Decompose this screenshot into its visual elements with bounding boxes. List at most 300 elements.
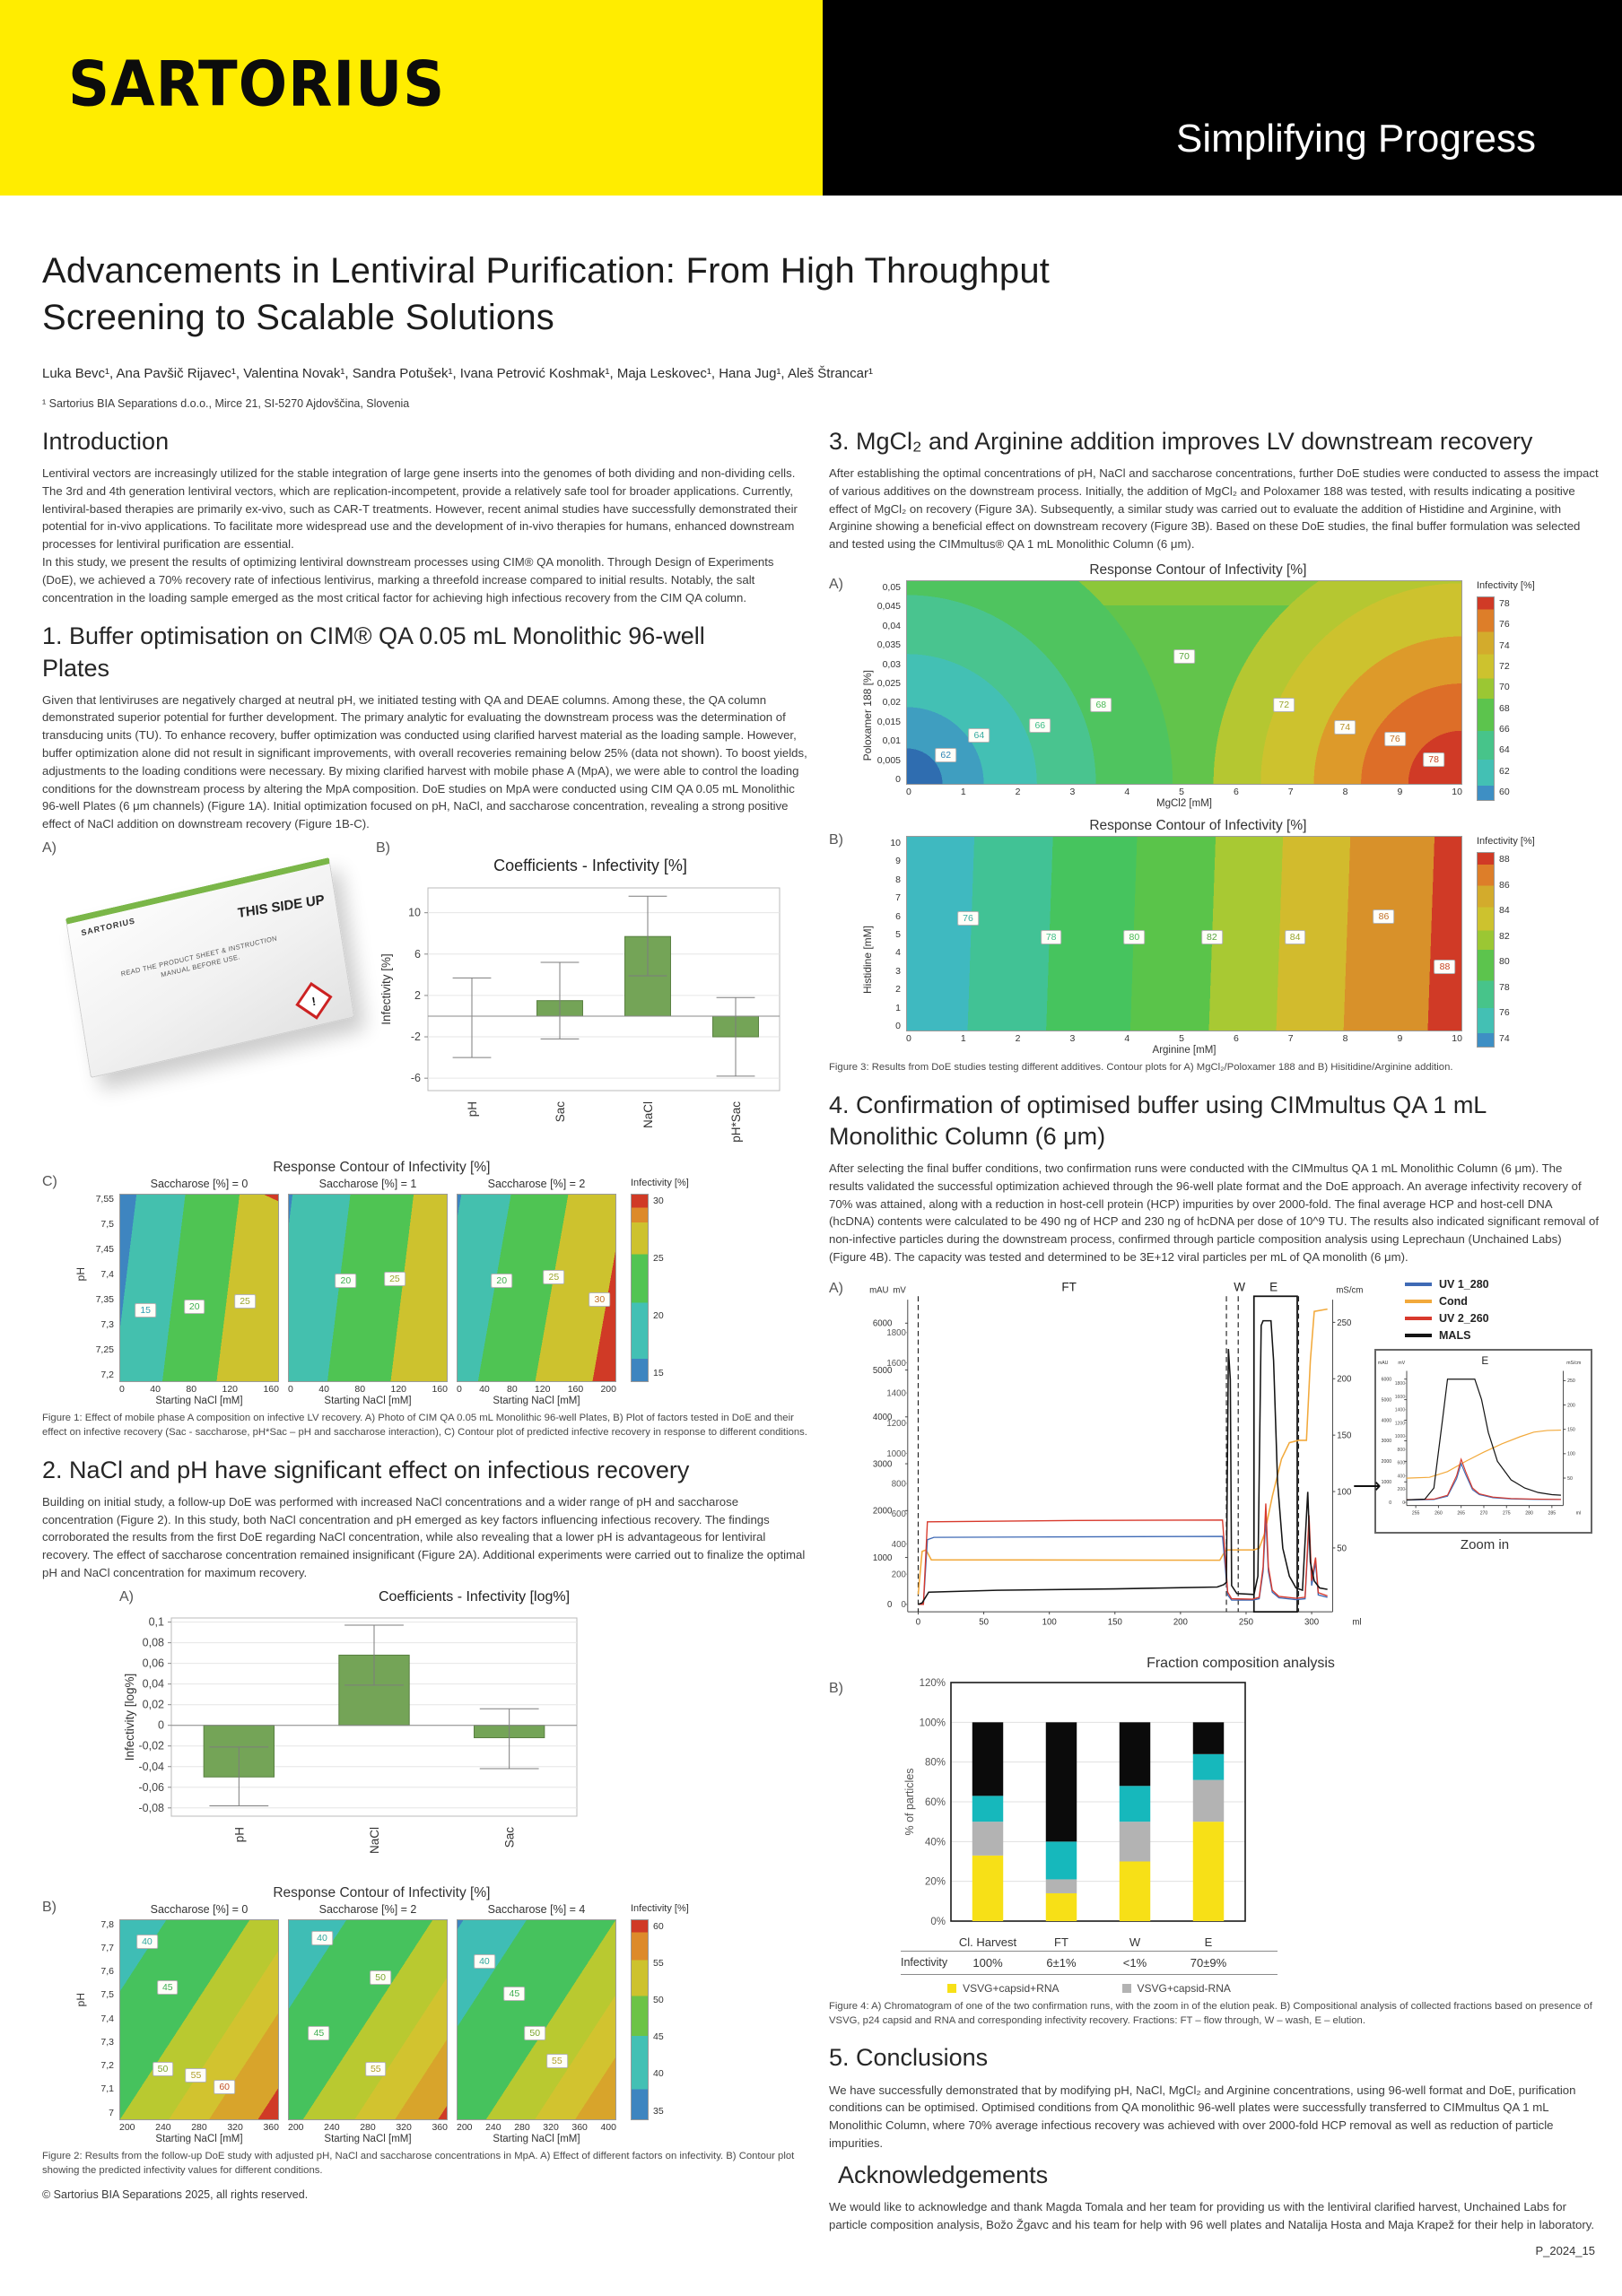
tick-label: 64 bbox=[1499, 744, 1510, 756]
legend-item bbox=[947, 1982, 1059, 1995]
tick-label: 82 bbox=[1499, 930, 1510, 942]
contour-label: 76 bbox=[1384, 732, 1406, 746]
tick-label: 200 bbox=[457, 2121, 473, 2133]
tick-label: 800 bbox=[891, 1479, 906, 1490]
elution-zoom-inset bbox=[1374, 1349, 1592, 1534]
stacked-bar-segment bbox=[1193, 1754, 1224, 1780]
tick-label: 7,55 bbox=[95, 1194, 114, 1205]
tick-label: 50 bbox=[653, 1995, 664, 2006]
tick-label: 320 bbox=[543, 2121, 559, 2133]
contour-panel bbox=[288, 1903, 448, 2144]
x-axis-ticks bbox=[457, 1384, 616, 1395]
y-axis-label: Infectivity [log%] bbox=[123, 1673, 136, 1761]
colorbar-gradient bbox=[1477, 852, 1495, 1048]
legend-item bbox=[1405, 1295, 1595, 1308]
hazard-glyph: ! bbox=[310, 993, 318, 1008]
axis-unit-label: mS/cm bbox=[1566, 1360, 1582, 1366]
tick-label: 0,015 bbox=[876, 716, 901, 727]
contour-label: 45 bbox=[157, 1980, 179, 1995]
legend-swatch bbox=[1405, 1283, 1432, 1286]
data-series bbox=[918, 1309, 1327, 1594]
figure3b-contour bbox=[861, 818, 1535, 1056]
contour-label: 88 bbox=[1435, 960, 1456, 974]
intro-heading: Introduction bbox=[42, 428, 170, 455]
legend-swatch bbox=[947, 1984, 956, 1993]
x-axis-label: Starting NaCl [mM] bbox=[493, 1396, 580, 1407]
tick-label: 800 bbox=[1397, 1447, 1406, 1453]
tick-label: 7,3 bbox=[100, 1319, 114, 1331]
contour-label: 20 bbox=[184, 1300, 205, 1314]
tick-label: 150 bbox=[1107, 1617, 1122, 1628]
tick-label: 0 bbox=[915, 1617, 921, 1628]
category-label: Sac bbox=[502, 1826, 517, 1848]
contour-label: 66 bbox=[1029, 718, 1051, 733]
contour-plot bbox=[457, 1194, 616, 1382]
tick-label: 88 bbox=[1499, 854, 1510, 865]
tick-label: 5 bbox=[895, 929, 901, 941]
tick-label: 3 bbox=[1069, 787, 1076, 798]
tick-label: 20 bbox=[653, 1310, 664, 1322]
poster-title: Advancements in Lentiviral Purification: From High Throughput Screening to Scalable Solutions bbox=[42, 251, 1051, 337]
axis-unit-label: ml bbox=[1352, 1617, 1362, 1628]
category-label: FT bbox=[1054, 1935, 1068, 1949]
contour-label: 60 bbox=[214, 2080, 235, 2094]
tick-label: 280 bbox=[1525, 1510, 1533, 1517]
figure3-letter-a: A) bbox=[829, 577, 843, 593]
contour-label: 70 bbox=[1173, 649, 1195, 664]
contour-label: 40 bbox=[311, 1931, 333, 1945]
contour-label: 50 bbox=[370, 1970, 391, 1985]
colorbar-ticks bbox=[1499, 852, 1510, 1046]
region-label: FT bbox=[1061, 1280, 1077, 1294]
right-column bbox=[829, 422, 1599, 2257]
zoom-in-label: Zoom in bbox=[1460, 1536, 1510, 1552]
tick-label: 80 bbox=[354, 1384, 366, 1396]
contour-panel bbox=[119, 1178, 279, 1406]
colorbar-gradient bbox=[631, 1194, 649, 1382]
colorbar-gradient bbox=[631, 1919, 649, 2120]
contour-label: 25 bbox=[234, 1294, 256, 1309]
stacked-bar-segment bbox=[1046, 1722, 1077, 1841]
axis-unit-label: mV bbox=[893, 1285, 906, 1296]
category-label: Sac bbox=[554, 1101, 567, 1123]
x-axis-label: Starting NaCl [mM] bbox=[324, 1396, 412, 1407]
figure4a-block bbox=[829, 1274, 1599, 1647]
stacked-bar-segment bbox=[1046, 1879, 1077, 1893]
colorbar-ticks bbox=[653, 1194, 664, 1380]
tick-label: 35 bbox=[653, 2105, 664, 2117]
x-axis-ticks bbox=[906, 787, 1462, 797]
figure3a-block bbox=[829, 562, 1599, 809]
tick-label: 285 bbox=[1548, 1510, 1557, 1517]
tick-label: 9 bbox=[895, 856, 901, 867]
x-axis-label: Starting NaCl [mM] bbox=[155, 2133, 243, 2144]
tick-label: 1000 bbox=[1381, 1479, 1392, 1485]
tick-label: 5 bbox=[1179, 1033, 1184, 1045]
tick-label: 150 bbox=[1337, 1431, 1352, 1441]
legend-item bbox=[1122, 1982, 1231, 1995]
tick-label: 76 bbox=[1499, 1007, 1510, 1019]
figure2b-contour bbox=[74, 1885, 689, 2144]
category-label: pH*Sac bbox=[729, 1101, 743, 1143]
tick-label: 1400 bbox=[886, 1388, 906, 1399]
contour-panel bbox=[457, 1903, 616, 2144]
contour-label: 45 bbox=[309, 2026, 330, 2040]
tick-label: 7,4 bbox=[100, 2013, 114, 2024]
tick-label: 7,4 bbox=[100, 1269, 114, 1281]
legend-label: VSVG+capsid-RNA bbox=[1137, 1981, 1231, 1995]
tick-label: 280 bbox=[514, 2121, 530, 2133]
tick-label: 250 bbox=[1337, 1318, 1352, 1328]
tick-label: 25 bbox=[653, 1253, 664, 1265]
tick-label: 0,03 bbox=[882, 658, 901, 670]
contour-panel bbox=[906, 580, 1462, 809]
tick-label: 6 bbox=[895, 910, 901, 922]
contour-row bbox=[74, 1903, 689, 2144]
tick-label: 10 bbox=[1452, 1033, 1462, 1045]
tick-label: 320 bbox=[396, 2121, 412, 2133]
contour-label: 76 bbox=[957, 911, 979, 926]
figure1-coeff-block bbox=[376, 840, 805, 1151]
tick-label: 200 bbox=[1173, 1617, 1188, 1628]
figure1-caption: Figure 1: Effect of mobile phase A composition on infective LV recovery. A) Photo of CIM QA 0.05 mL Monolithic 96-well Plates, B) Plot of factors tested in DoE and their effect on infective recovery (Sac - saccharose, pH*Sac – pH and saccharose interaction), C) Contour plot of predicted infective recovery in response to different conditions. bbox=[42, 1413, 807, 1438]
contour-label: 20 bbox=[491, 1274, 512, 1288]
tick-label: -6 bbox=[410, 1072, 421, 1085]
figure1-row bbox=[42, 840, 807, 1151]
colorbar-ticks bbox=[653, 1919, 664, 2118]
section3-heading: 3. MgCl₂ and Arginine addition improves LV downstream recovery bbox=[829, 428, 1533, 455]
header-tagline: Simplifying Progress bbox=[1175, 117, 1536, 161]
contour-label: 86 bbox=[1373, 909, 1395, 924]
tick-label: 255 bbox=[1411, 1510, 1420, 1517]
contour-row bbox=[861, 580, 1535, 809]
legend-swatch bbox=[1122, 1984, 1131, 1993]
tick-label: 8 bbox=[895, 874, 901, 885]
tick-label: 1 bbox=[895, 1002, 901, 1013]
contour-panel bbox=[906, 836, 1462, 1056]
tick-label: 270 bbox=[1479, 1510, 1488, 1517]
tick-label: 6000 bbox=[872, 1318, 893, 1329]
tick-label: 7,3 bbox=[100, 2036, 114, 2048]
contour-panel bbox=[119, 1903, 279, 2144]
figure1-contour-block bbox=[42, 1160, 807, 1406]
tick-label: 9 bbox=[1397, 787, 1403, 798]
tick-label: 70 bbox=[1499, 682, 1510, 693]
tick-label: 15 bbox=[653, 1368, 664, 1379]
tick-label: 6 bbox=[1233, 787, 1239, 798]
tick-label: 80 bbox=[507, 1384, 518, 1396]
figure4-caption: Figure 4: A) Chromatogram of one of the two confirmation runs, with the zoom in of the elution peak. B) Compositional analysis of collected fractions based on presence of VSVG, p24 capsid and RNA and corresponding infectivity recovery. Fractions: FT – flow through, W – wash, E – elution. bbox=[829, 2000, 1592, 2026]
tick-label: 0 bbox=[887, 1600, 893, 1611]
stacked-bar-segment bbox=[1046, 1893, 1077, 1921]
tick-label: 600 bbox=[1397, 1460, 1406, 1466]
figure2-letter-b: B) bbox=[42, 1899, 57, 1915]
tick-label: 7,25 bbox=[95, 1344, 114, 1356]
sartorius-logo: SARTORIUS bbox=[68, 49, 446, 121]
panel-title: Saccharose [%] = 0 bbox=[150, 1902, 249, 1916]
contour-plot bbox=[906, 836, 1462, 1031]
y-axis-ticks bbox=[87, 1194, 119, 1380]
stacked-bar-segment bbox=[1120, 1861, 1150, 1921]
y-axis-ticks bbox=[874, 582, 906, 785]
tick-label: 86 bbox=[1499, 879, 1510, 891]
contour-plot bbox=[288, 1194, 448, 1382]
tick-label: 0 bbox=[906, 1033, 911, 1045]
infectivity-label: Infectivity bbox=[901, 1955, 948, 1969]
x-axis-ticks bbox=[457, 2122, 616, 2133]
tick-label: 400 bbox=[891, 1539, 906, 1550]
tick-label: 0 bbox=[1389, 1500, 1392, 1506]
tick-label: 1000 bbox=[872, 1552, 893, 1563]
figure3b-block bbox=[829, 818, 1599, 1056]
tick-label: 1600 bbox=[1394, 1394, 1406, 1400]
colorbar bbox=[631, 1903, 689, 2120]
chromatogram-side bbox=[1353, 1274, 1595, 1647]
tick-label: 360 bbox=[571, 2121, 588, 2133]
figure2-contour-block bbox=[42, 1885, 807, 2144]
stacked-bar-segment bbox=[1120, 1822, 1150, 1861]
y-axis-label: Infectivity [%] bbox=[379, 953, 393, 1025]
section1-body: Given that lentiviruses are negatively charged at neutral pH, we initiated testing with QA and DEAE columns. Among these, the QA column demonstrated superior potential for further development. The primary analytic for evaluating the downstream process was the determination of transducing units (TU). To enhance recovery, buffer optimization was conducted using clarified harvest material as the loading sample. However, buffer optimization alone did not result in significant improvements, with overall recoveries remaining below 25% (data not shown). To boost yields, adjustments to the loading conditions were necessary. By mixing clarified harvest with mobile phase A (MpA), we were able to control the loading conditions for the downstream process by altering the MpA composition. DoE studies on MpA were conducted using CIM QA 0.05 mL Monolithic 96-well Plates (6 μm channels) (Figure 1A). Initial optimization focused on pH, NaCl, and saccharose concentration, revealing a strong positive effect of NaCl addition on downstream recovery (Figure 1B-C). bbox=[42, 692, 807, 831]
tick-label: 600 bbox=[891, 1509, 906, 1520]
tick-label: 40 bbox=[479, 1384, 490, 1396]
tick-label: 5000 bbox=[1381, 1397, 1392, 1404]
region-label: E bbox=[1269, 1280, 1278, 1294]
figure1-letter-a: A) bbox=[42, 840, 57, 857]
tick-label: 7 bbox=[1287, 1033, 1294, 1045]
x-axis-label: Starting NaCl [mM] bbox=[155, 1396, 243, 1407]
stacked-bar-segment bbox=[1193, 1822, 1224, 1921]
tick-label: 74 bbox=[1499, 1033, 1510, 1045]
y-axis-label: Poloxamer 188 [%] bbox=[861, 670, 874, 761]
stacked-bar-segment bbox=[1193, 1722, 1224, 1753]
masthead bbox=[0, 196, 1622, 410]
tick-label: 1 bbox=[960, 787, 966, 798]
axis-unit-label: mAU bbox=[869, 1285, 889, 1296]
tick-label: 1200 bbox=[1394, 1421, 1406, 1427]
tick-label: 250 bbox=[1238, 1617, 1254, 1628]
tick-label: 7,1 bbox=[100, 2083, 114, 2095]
tick-label: -2 bbox=[410, 1031, 421, 1044]
colorbar-title: Infectivity [%] bbox=[1477, 580, 1535, 592]
tick-label: 120 bbox=[390, 1384, 407, 1396]
data-series bbox=[918, 1321, 1327, 1605]
stacked-bar-segment bbox=[972, 1822, 1003, 1856]
colorbar-title: Infectivity [%] bbox=[1477, 836, 1535, 848]
tick-label: 0,005 bbox=[876, 754, 901, 766]
tick-label: 200 bbox=[288, 2121, 304, 2133]
tick-label: 0,02 bbox=[882, 697, 901, 709]
tick-label: 200 bbox=[1567, 1403, 1575, 1409]
contour-title: Response Contour of Infectivity [%] bbox=[1089, 818, 1307, 834]
tick-label: 80 bbox=[186, 1384, 197, 1396]
tick-label: 7,2 bbox=[100, 1370, 114, 1381]
tick-label: 400 bbox=[600, 2121, 616, 2133]
tick-label: 1800 bbox=[886, 1328, 906, 1339]
tick-label: 6 bbox=[1233, 1033, 1239, 1045]
header-black bbox=[823, 0, 1622, 196]
legend-swatch bbox=[1405, 1317, 1432, 1320]
tick-label: 1 bbox=[960, 1033, 966, 1045]
tick-label: 3000 bbox=[872, 1459, 893, 1470]
contour-label: 84 bbox=[1285, 930, 1306, 944]
section5-heading: 5. Conclusions bbox=[829, 2044, 989, 2072]
x-axis-ticks bbox=[288, 2122, 448, 2133]
tick-label: 280 bbox=[191, 2121, 207, 2133]
tick-label: 0,05 bbox=[882, 582, 901, 594]
product-box-photo bbox=[62, 887, 376, 1113]
tick-label: 100 bbox=[1337, 1487, 1352, 1498]
figure1-photo-block bbox=[42, 840, 376, 1151]
tick-label: 4 bbox=[1124, 1033, 1130, 1045]
y-axis-label: % of particles bbox=[903, 1768, 916, 1836]
tick-label: 10 bbox=[890, 838, 901, 849]
infectivity-value: <1% bbox=[1122, 1955, 1147, 1970]
tick-label: 0,025 bbox=[876, 678, 901, 690]
category-label: NaCl bbox=[368, 1826, 381, 1854]
product-box bbox=[65, 857, 354, 1078]
tick-label: 4 bbox=[1124, 787, 1130, 798]
tick-label: -0,06 bbox=[138, 1780, 164, 1794]
tick-label: 100% bbox=[919, 1718, 946, 1729]
tick-label: 40% bbox=[924, 1837, 946, 1848]
contour-label: 78 bbox=[1423, 752, 1444, 767]
section4-heading: 4. Confirmation of optimised buffer using CIMmultus QA 1 mL Monolithic Column (6 μm) bbox=[829, 1091, 1487, 1150]
contour-label: 55 bbox=[365, 2062, 387, 2076]
figure3a-contour bbox=[861, 562, 1535, 809]
tick-label: -0,02 bbox=[138, 1739, 164, 1752]
stacked-bar-segment bbox=[1120, 1722, 1150, 1786]
tick-label: 240 bbox=[324, 2121, 340, 2133]
figure4-letter-a: A) bbox=[829, 1280, 843, 1296]
tick-label: 10 bbox=[1452, 787, 1462, 798]
tick-label: 40 bbox=[318, 1384, 329, 1396]
infectivity-row bbox=[901, 1951, 1278, 1975]
tick-label: 10 bbox=[408, 906, 421, 919]
spacer bbox=[901, 1935, 951, 1949]
figure1b-bar-chart bbox=[376, 877, 789, 1146]
tick-label: 5 bbox=[1179, 787, 1184, 798]
tick-label: 2 bbox=[1015, 1033, 1021, 1045]
tick-label: 240 bbox=[155, 2121, 171, 2133]
tick-label: 100 bbox=[1567, 1451, 1575, 1457]
x-axis-ticks bbox=[288, 1384, 448, 1395]
contour-label: 50 bbox=[524, 2026, 545, 2040]
contour-label: 25 bbox=[544, 1270, 565, 1284]
contour-label: 20 bbox=[336, 1274, 357, 1288]
fraction-legend bbox=[901, 1982, 1278, 1995]
tick-label: 66 bbox=[1499, 724, 1510, 735]
legend-item bbox=[1405, 1312, 1595, 1325]
legend-label: UV 2_260 bbox=[1439, 1311, 1489, 1325]
plot-frame bbox=[428, 888, 780, 1091]
stacked-bar-segment bbox=[1193, 1779, 1224, 1822]
content-columns bbox=[0, 410, 1622, 2257]
tick-label: 9 bbox=[1397, 1033, 1403, 1045]
tick-label: 0 bbox=[901, 1600, 906, 1611]
legend-item bbox=[1405, 1329, 1595, 1342]
tick-label: 1800 bbox=[1394, 1380, 1406, 1387]
tick-label: 7,6 bbox=[100, 1966, 114, 1978]
intro-body: Lentiviral vectors are increasingly utilized for the stable integration of large gene inserts into the genomes of both dividing and non-dividing cells. The 3rd and 4th generation lentiviral vectors, which are replication-incompetent, provide a relatively safe tool for broader applications. Currently, lentiviral-based therapies are primarily ex-vivo, such as CAR-T treatments. However, recent animal studies have successfully demonstrated their potential for in-vivo applications. To facilitate more widespread use and the development of in-vivo therapies for humans, enhanced downstream processes for lentiviral purification are essential. bbox=[42, 466, 798, 552]
tick-label: 200 bbox=[1337, 1374, 1352, 1385]
x-axis-label: Starting NaCl [mM] bbox=[493, 2133, 580, 2144]
contour-title: Response Contour of Infectivity [%] bbox=[273, 1884, 491, 1900]
tick-label: 0 bbox=[895, 1020, 901, 1031]
tick-label: 40 bbox=[653, 2068, 664, 2080]
y-axis-ticks bbox=[87, 1919, 119, 2118]
tick-label: 0,06 bbox=[142, 1657, 164, 1670]
contour-panel bbox=[288, 1178, 448, 1406]
tick-label: 7,45 bbox=[95, 1244, 114, 1256]
tick-label: 100 bbox=[1042, 1617, 1057, 1628]
figure2a-bar-chart bbox=[119, 1607, 586, 1872]
tick-label: 2 bbox=[895, 984, 901, 996]
tick-label: 7,35 bbox=[95, 1294, 114, 1306]
contour-row bbox=[861, 836, 1535, 1056]
contour-label: 80 bbox=[1124, 930, 1146, 944]
tick-label: 7 bbox=[109, 2107, 114, 2118]
tick-label: 2 bbox=[1015, 787, 1021, 798]
tick-label: 3000 bbox=[1381, 1439, 1392, 1445]
x-axis-label: MgCl2 [mM] bbox=[1156, 798, 1212, 810]
contour-label: 45 bbox=[504, 1987, 526, 2001]
tick-label: 0,04 bbox=[142, 1677, 164, 1691]
contour-label: 50 bbox=[153, 2062, 174, 2076]
tick-label: 360 bbox=[432, 2121, 448, 2133]
category-label: W bbox=[1129, 1935, 1141, 1949]
panel-title: Saccharose [%] = 0 bbox=[150, 1178, 249, 1191]
tick-label: 3 bbox=[895, 965, 901, 977]
section5-body: We have successfully demonstrated that by modifying pH, NaCl, MgCl₂ and Arginine concentrations, using 96-well format and DoE, purification conditions can be optimised. Optimised conditions from QA monolithic 96-well plates were successfully transferred to CIMmultus QA 1 mL Monolithic Column, where 70% average infectious recovery was achieved with over 2000-fold HCP removal as well as reduction of particle impurities. bbox=[829, 2083, 1576, 2150]
tick-label: 0,1 bbox=[148, 1615, 164, 1629]
colorbar bbox=[1477, 836, 1535, 1048]
elution-zoom-chart bbox=[1376, 1351, 1587, 1527]
colorbar-ticks bbox=[1499, 596, 1510, 799]
tick-label: 7,5 bbox=[100, 1219, 114, 1231]
tick-label: 0,01 bbox=[882, 735, 901, 747]
tick-label: 80% bbox=[924, 1757, 946, 1769]
affiliation-line: ¹ Sartorius BIA Separations d.o.o., Mirce 21, SI-5270 Ajdovščina, Slovenia bbox=[42, 397, 410, 410]
chromatogram-chart bbox=[850, 1274, 1371, 1647]
infectivity-value: 70±9% bbox=[1190, 1955, 1227, 1970]
contour-label: 68 bbox=[1090, 698, 1112, 712]
tick-label: 120 bbox=[222, 1384, 239, 1396]
figure3-caption: Figure 3: Results from DoE studies testing different additives. Contour plots for A) MgCl₂/Poloxamer 188 and B) Hisitidine/Arginine addition. bbox=[829, 1062, 1453, 1074]
figure2a-title: Coefficients - Infectivity [log%] bbox=[378, 1588, 571, 1605]
fraction-categories bbox=[901, 1933, 1278, 1951]
contour-label: 25 bbox=[384, 1272, 406, 1286]
colorbar-title: Infectivity [%] bbox=[631, 1178, 689, 1189]
y-axis-label: pH bbox=[74, 1267, 87, 1282]
tick-label: 1000 bbox=[886, 1448, 906, 1459]
tick-label: 3 bbox=[1069, 1033, 1076, 1045]
contour-label: 15 bbox=[135, 1303, 156, 1318]
panel-title: Saccharose [%] = 1 bbox=[318, 1178, 417, 1191]
tick-label: 320 bbox=[227, 2121, 243, 2133]
section1-heading: 1. Buffer optimisation on CIM® QA 0.05 mL Monolithic 96-well Plates bbox=[42, 622, 705, 682]
legend-label: VSVG+capsid+RNA bbox=[963, 1981, 1060, 1995]
tick-label: 62 bbox=[1499, 765, 1510, 777]
infectivity-table bbox=[901, 1933, 1278, 1975]
tick-label: 72 bbox=[1499, 661, 1510, 673]
section2-heading: 2. NaCl and pH have significant effect on infectious recovery bbox=[42, 1456, 690, 1483]
tick-label: 160 bbox=[567, 1384, 584, 1396]
tick-label: 60 bbox=[653, 1920, 664, 1932]
contour-label: 62 bbox=[935, 748, 956, 762]
legend-item bbox=[1405, 1278, 1595, 1291]
category-label: E bbox=[1204, 1935, 1213, 1949]
